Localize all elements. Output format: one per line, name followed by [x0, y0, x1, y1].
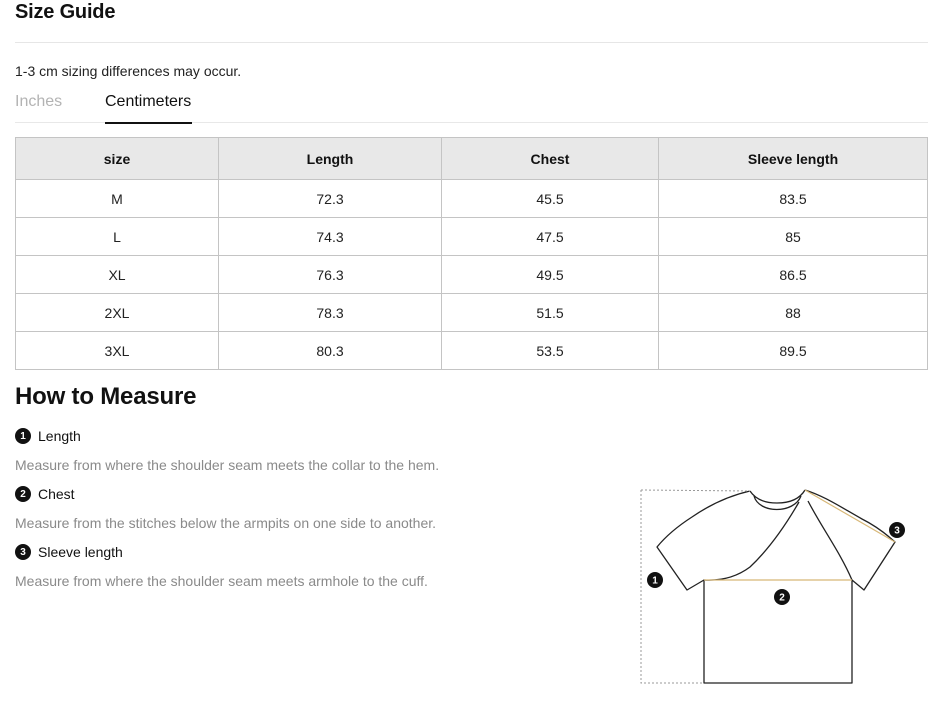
table-row	[16, 256, 928, 294]
cell-sleeve-length: 88	[659, 294, 928, 332]
cell-sleeve-length: 85	[659, 218, 928, 256]
cell-size: L	[16, 218, 219, 256]
cell-size: 2XL	[16, 294, 219, 332]
cell-sleeve-length: 86.5	[659, 256, 928, 294]
number-2-icon: 2	[15, 486, 31, 502]
tshirt-outline-icon	[657, 490, 895, 683]
cell-sleeve-length: 89.5	[659, 332, 928, 370]
marker-1	[647, 572, 663, 588]
cell-size: 3XL	[16, 332, 219, 370]
measure-item-length	[15, 428, 81, 444]
table-header-row	[16, 138, 928, 180]
table-row	[16, 294, 928, 332]
measure-label: Sleeve length	[38, 544, 123, 560]
measure-description: Measure from where the shoulder seam meets the collar to the hem.	[15, 457, 440, 473]
column-header-chest: Chest	[442, 138, 659, 180]
measure-label: Length	[38, 428, 81, 444]
cell-size: M	[16, 180, 219, 218]
number-1-icon: 1	[15, 428, 31, 444]
marker-2	[774, 589, 790, 605]
size-table	[15, 137, 928, 370]
column-header-size: size	[16, 138, 219, 180]
measure-item-chest	[15, 486, 75, 502]
marker-3	[889, 522, 905, 538]
cell-chest: 53.5	[442, 332, 659, 370]
sizing-note: 1-3 cm sizing differences may occur.	[15, 63, 242, 79]
tab-inches[interactable]: Inches	[15, 93, 63, 110]
measure-lines	[641, 490, 895, 683]
cell-chest: 45.5	[442, 180, 659, 218]
table-row	[16, 180, 928, 218]
column-header-length: Length	[219, 138, 442, 180]
marker-1-label: 1	[652, 575, 658, 587]
cell-length: 80.3	[219, 332, 442, 370]
cell-length: 78.3	[219, 294, 442, 332]
cell-length: 74.3	[219, 218, 442, 256]
table-row	[16, 332, 928, 370]
cell-size: XL	[16, 256, 219, 294]
tab-centimeters[interactable]: Centimeters	[105, 93, 192, 123]
title-divider	[15, 42, 928, 43]
cell-chest: 47.5	[442, 218, 659, 256]
measure-description: Measure from where the shoulder seam meets armhole to the cuff.	[15, 573, 428, 589]
marker-3-label: 3	[894, 525, 900, 537]
cell-chest: 51.5	[442, 294, 659, 332]
page-title: Size Guide	[15, 1, 116, 23]
number-3-icon: 3	[15, 544, 31, 560]
cell-length: 76.3	[219, 256, 442, 294]
marker-2-label: 2	[779, 592, 785, 604]
measure-label: Chest	[38, 486, 75, 502]
measure-description: Measure from the stitches below the armpits on one side to another.	[15, 515, 437, 531]
how-to-measure-heading: How to Measure	[15, 383, 197, 410]
tshirt-measurement-diagram	[636, 484, 916, 690]
unit-tabs	[15, 93, 928, 123]
measure-item-sleeve-length	[15, 544, 123, 560]
cell-chest: 49.5	[442, 256, 659, 294]
cell-sleeve-length: 83.5	[659, 180, 928, 218]
column-header-sleeve-length: Sleeve length	[659, 138, 928, 180]
cell-length: 72.3	[219, 180, 442, 218]
table-row	[16, 218, 928, 256]
